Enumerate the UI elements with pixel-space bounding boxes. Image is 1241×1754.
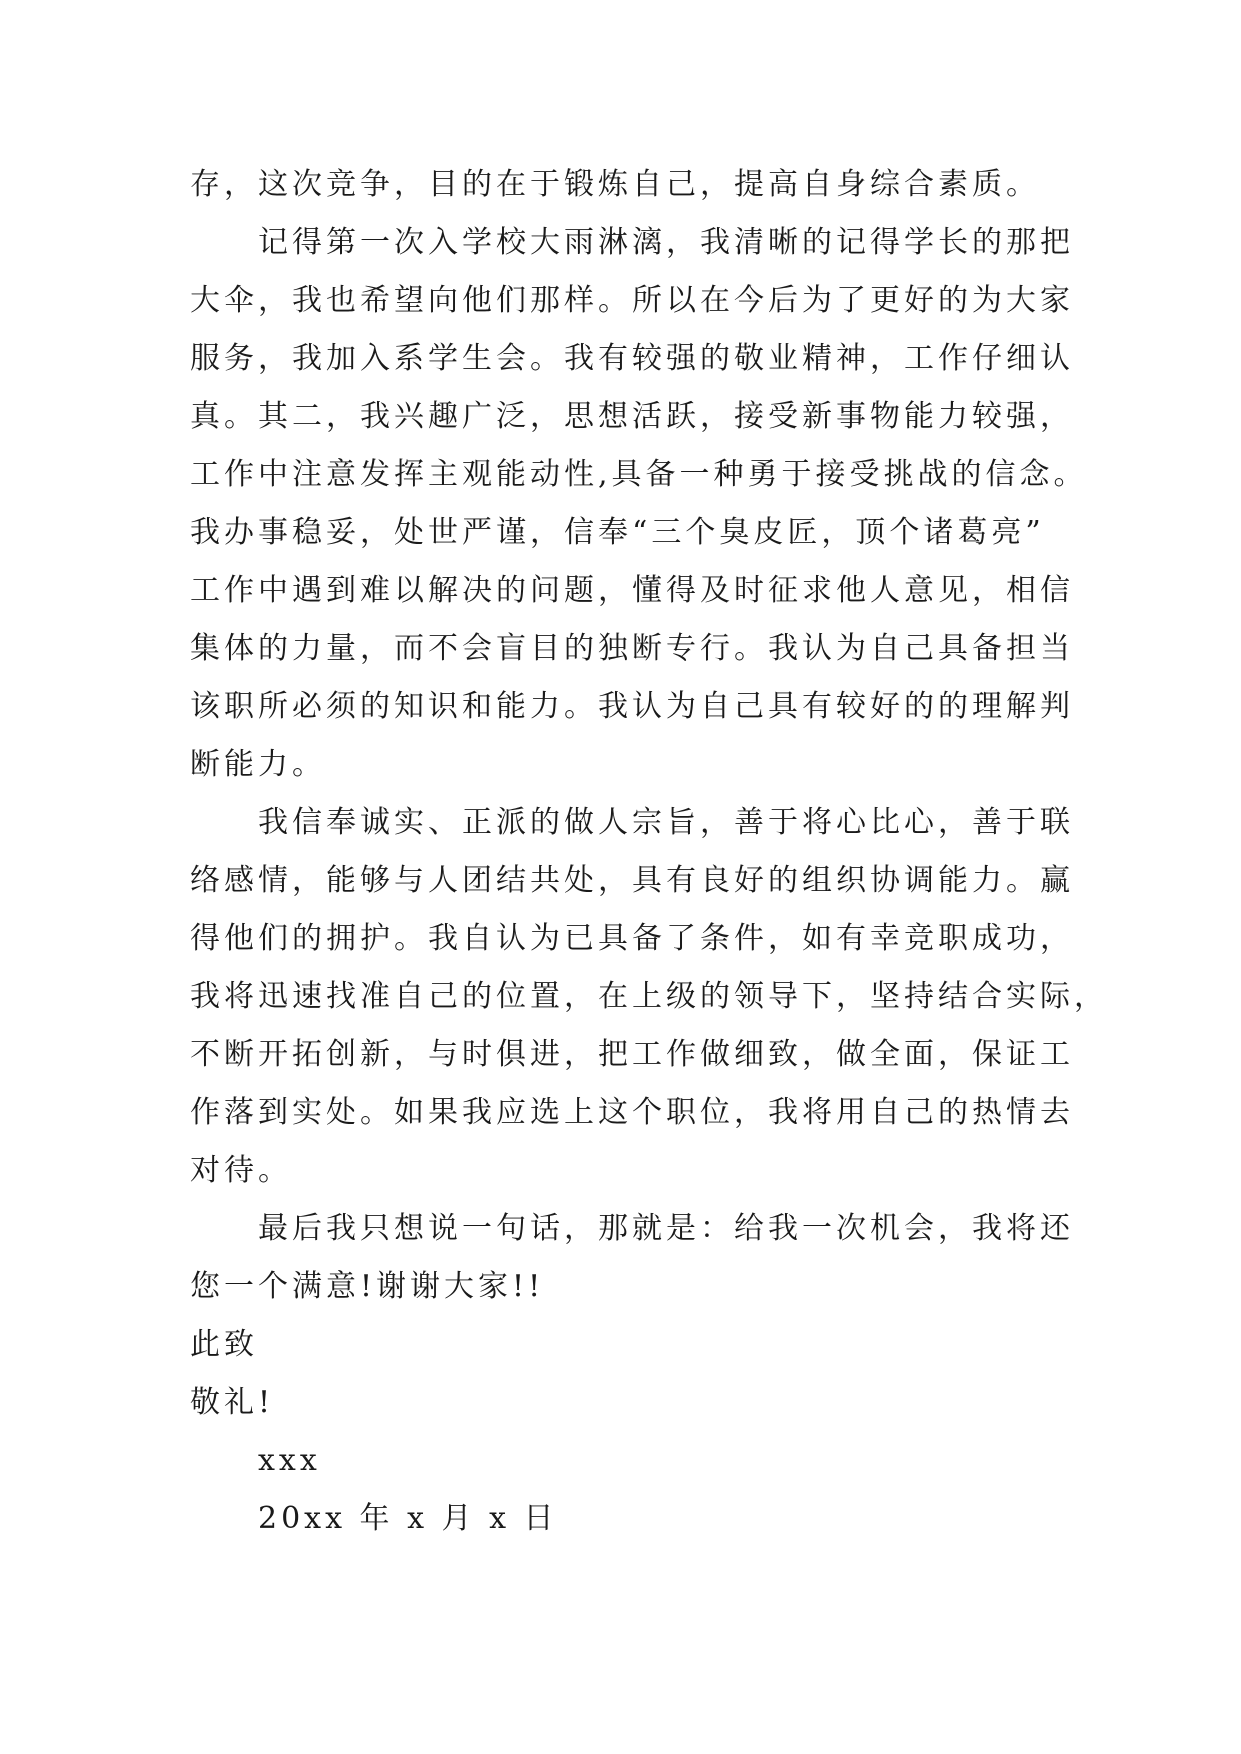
text-line: 我信奉诚实、正派的做人宗旨，善于将心比心，善于联 [258,805,1074,840]
text-line: 集体的力量，而不会盲目的独断专行。我认为自己具备担当 [190,631,1074,666]
text-lines [190,156,1108,1548]
text-line: 对待。 [190,1153,292,1188]
text-line: 此致 [190,1327,258,1362]
text-line: 我将迅速找准自己的位置，在上级的领导下，坚持结合实际， [190,979,1108,1014]
text-line: 工作中注意发挥主观能动性,具备一种勇于接受挑战的信念。 [190,457,1088,492]
text-line: 您一个满意!谢谢大家!! [190,1269,545,1304]
text-line: 服务，我加入系学生会。我有较强的敬业精神，工作仔细认 [190,341,1074,376]
document-body [190,156,1108,1548]
text-line: 最后我只想说一句话，那就是：给我一次机会，我将还 [258,1211,1074,1246]
text-line: xxx [258,1443,321,1478]
text-line: 真。其二，我兴趣广泛，思想活跃，接受新事物能力较强， [190,399,1074,434]
text-line: 断能力。 [190,747,326,782]
text-line: 不断开拓创新，与时俱进，把工作做细致，做全面，保证工 [190,1037,1074,1072]
text-line: 该职所必须的知识和能力。我认为自己具有较好的的理解判 [190,689,1074,724]
text-line: 大伞，我也希望向他们那样。所以在今后为了更好的为大家 [190,283,1074,318]
text-line: 我办事稳妥，处世严谨，信奉“三个臭皮匠，顶个诸葛亮” [190,515,1045,550]
text-line: 工作中遇到难以解决的问题，懂得及时征求他人意见，相信 [190,573,1074,608]
text-line: 记得第一次入学校大雨淋漓，我清晰的记得学长的那把 [258,225,1074,260]
text-line: 络感情，能够与人团结共处，具有良好的组织协调能力。赢 [190,863,1074,898]
text-line: 20xx 年 x 月 x 日 [258,1501,558,1536]
text-line: 存，这次竞争，目的在于锻炼自己，提高自身综合素质。 [190,167,1040,202]
text-line: 作落到实处。如果我应选上这个职位，我将用自己的热情去 [190,1095,1074,1130]
text-line: 得他们的拥护。我自认为已具备了条件，如有幸竞职成功， [190,921,1074,956]
text-line: 敬礼! [190,1385,275,1420]
